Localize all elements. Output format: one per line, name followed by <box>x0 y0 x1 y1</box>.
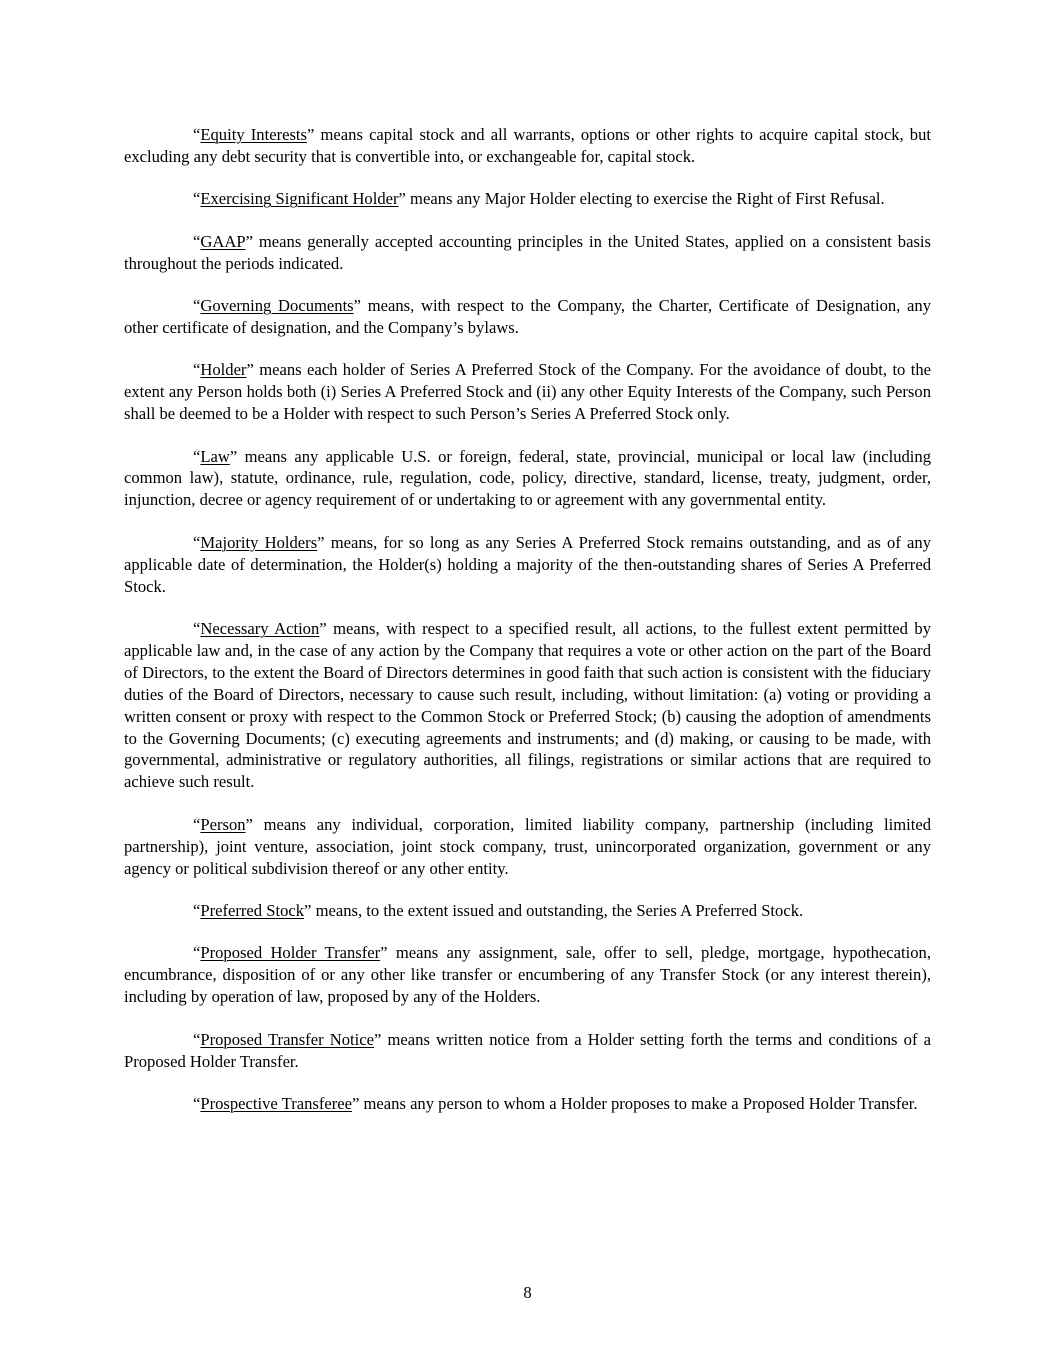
definitions-section <box>124 124 931 1135</box>
close-quote: ” <box>245 231 253 251</box>
defined-term: Proposed Holder Transfer <box>200 943 381 963</box>
open-quote: “ <box>193 532 201 552</box>
page-number: 8 <box>523 1283 532 1302</box>
definition-paragraph <box>124 1093 931 1115</box>
close-quote: ” <box>352 1093 360 1113</box>
open-quote: “ <box>193 296 201 316</box>
definition-text: means generally accepted accounting principles in the United States, applied on a consistent basis throughout the periods indicated. <box>124 231 931 273</box>
definition-text: means any person to whom a Holder proposes to make a Proposed Holder Transfer. <box>359 1093 918 1113</box>
open-quote: “ <box>193 231 201 251</box>
definition-paragraph <box>124 1029 931 1073</box>
open-quote: “ <box>193 360 201 380</box>
definition-text: means any Major Holder electing to exercise the Right of First Refusal. <box>405 189 885 209</box>
definition-paragraph <box>124 188 931 210</box>
defined-term: Majority Holders <box>200 532 318 552</box>
close-quote: ” <box>245 814 253 834</box>
defined-term: Necessary Action <box>200 619 320 638</box>
open-quote: “ <box>193 1029 201 1049</box>
defined-term: Law <box>200 446 230 466</box>
defined-term: Governing Documents <box>200 296 354 316</box>
definition-text: means any assignment, sale, offer to sell, pledge, mortgage, hypothecation, encumbrance, disposition of or any other like transfer or encumbering of any Transfer Stock (or any interest therein), including by operation of law, proposed by any of the Holders. <box>124 943 931 1007</box>
open-quote: “ <box>193 943 201 963</box>
definition-text: means each holder of Series A Preferred Stock of the Company. For the avoidance of doubt, to the extent any Person holds both (i) Series A Preferred Stock and (ii) any other Equity Interests of the Company, such Person shall be deemed to be a Holder with respect to such Person’s Series A Preferred Stock only. <box>124 360 931 424</box>
defined-term: Preferred Stock <box>200 900 305 920</box>
close-quote: ” <box>373 1029 382 1049</box>
definition-text: means any individual, corporation, limited liability company, partnership (including limited partnership), joint venture, association, joint stock company, trust, unincorporated organization, government or any agency or political subdivision thereof or any other entity. <box>124 814 931 878</box>
definition-paragraph <box>124 618 931 793</box>
definition-text: means, with respect to a specified result, all actions, to the fullest extent permitted by applicable law and, in the case of any action by the Company that requires a vote or other action on the part of the Board of Directors, to the extent the Board of Directors determines in good faith that such action is consistent with the fiduciary duties of the Board of Directors, necessary to cause such result, including, without limitation: (a) voting or providing a written consent or proxy with respect to the Common Stock or Preferred Stock; (b) causing the adoption of amendments to the Governing Documents; (c) executing agreements and instruments; and (d) making, or causing to be made, with governmental, administrative or regulatory authorities, all filings, registrations or similar actions that are required to achieve such result. <box>124 619 931 792</box>
close-quote: ” <box>353 296 362 316</box>
definition-text: means capital stock and all warrants, options or other rights to acquire capital stock, but excluding any debt security that is convertible into, or exchangeable for, capital stock. <box>124 125 931 166</box>
close-quote: ” <box>246 360 254 380</box>
close-quote: ” <box>304 900 312 920</box>
close-quote: ” <box>317 532 325 552</box>
definition-paragraph <box>124 446 931 512</box>
definition-paragraph <box>124 942 931 1008</box>
open-quote: “ <box>193 189 201 209</box>
defined-term: Person <box>200 814 246 834</box>
close-quote: ” <box>380 943 388 963</box>
definition-paragraph <box>124 532 931 598</box>
open-quote: “ <box>193 125 201 144</box>
definition-paragraph <box>124 231 931 275</box>
defined-term: Prospective Transferee <box>200 1093 352 1113</box>
definition-text: means written notice from a Holder setting forth the terms and conditions of a Proposed Holder Transfer. <box>124 1029 931 1071</box>
open-quote: “ <box>193 446 201 466</box>
definition-text: means, with respect to the Company, the Charter, Certificate of Designation, any other certificate of designation, and the Company’s bylaws. <box>124 296 931 337</box>
open-quote: “ <box>193 900 201 920</box>
close-quote: ” <box>398 189 406 209</box>
defined-term: Exercising Significant Holder <box>200 189 399 209</box>
definition-paragraph <box>124 814 931 880</box>
definition-paragraph <box>124 359 931 425</box>
definition-paragraph <box>124 295 931 339</box>
open-quote: “ <box>193 619 201 638</box>
definition-text: means any applicable U.S. or foreign, federal, state, provincial, municipal or local law (including common law), statute, ordinance, rule, regulation, code, policy, directive, standard, license, treaty, judgment, order, injunction, decree or agency requirement of or undertaking to or agreement with any governmental entity. <box>124 446 931 510</box>
open-quote: “ <box>193 1093 201 1113</box>
open-quote: “ <box>193 814 201 834</box>
close-quote: ” <box>319 619 327 638</box>
definition-paragraph <box>124 124 931 168</box>
definition-paragraph <box>124 900 931 922</box>
close-quote: ” <box>307 125 315 144</box>
close-quote: ” <box>229 446 238 466</box>
defined-term: Holder <box>200 360 247 380</box>
defined-term: Proposed Transfer Notice <box>200 1029 374 1049</box>
defined-term: GAAP <box>200 231 246 251</box>
definition-text: means, for so long as any Series A Preferred Stock remains outstanding, and as of any applicable date of determination, the Holder(s) holding a majority of the then-outstanding shares of Series A Preferred Stock. <box>124 532 931 596</box>
definition-text: means, to the extent issued and outstanding, the Series A Preferred Stock. <box>311 900 804 920</box>
defined-term: Equity Interests <box>200 125 307 144</box>
